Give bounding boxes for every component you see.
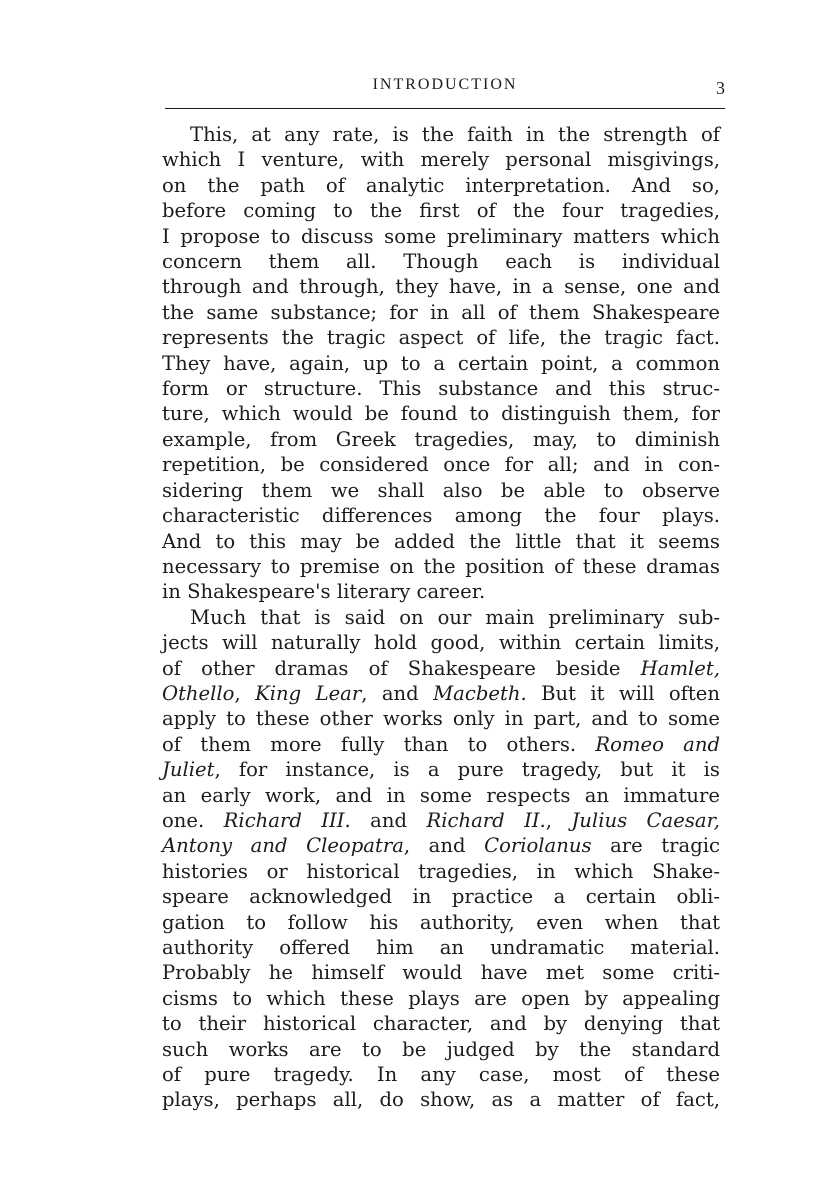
text-line: example, from Greek tragedies, may, to diminish [162,427,720,451]
text-line: histories or historical tragedies, in which Shake- [162,859,720,883]
text-line: which I venture, with merely personal misgivings, [162,148,720,172]
text-line: plays, perhaps all, do show, as a matter of fact, [162,1088,720,1112]
text-line: represents the tragic aspect of life, the tragic fact. [162,326,720,350]
text-line: They have, again, up to a certain point, a common [162,351,720,375]
text-line: an early work, and in some respects an immature [162,783,720,807]
text-line: of other dramas of Shakespeare beside Hamlet, [162,656,720,680]
text-line: one. Richard III. and Richard II., Julius Caesar, [162,808,721,832]
text-line: authority offered him an undramatic material. [162,936,720,959]
text-line: characteristic differences among the four plays. [162,504,720,528]
text-line: such works are to be judged by the standard [162,1037,720,1061]
text-line: I propose to discuss some preliminary matters which [162,224,720,248]
text-line: necessary to premise on the position of these dramas [162,554,720,578]
text-line: the same substance; for in all of them Shakespeare [162,300,720,324]
text-line: Othello, King Lear, and Macbeth. But it will often [162,681,721,705]
text-line: Probably he himself would have met some criti- [162,961,720,985]
text-line: Antony and Cleopatra, and Coriolanus are tragic [162,834,721,858]
text-line: repetition, be considered once for all; and in con- [162,453,720,477]
page-header [165,76,725,106]
header-rule [165,108,725,109]
text-line: gation to follow his authority, even when that [162,910,720,934]
text-line: in Shakespeare's literary career. [162,580,486,604]
text-line: Much that is said on our main preliminary sub- [190,605,720,629]
text-line: to their historical character, and by denying that [162,1012,720,1036]
text-line: apply to these other works only in part, and to some [162,707,720,731]
text-line: of them more fully than to others. Romeo and [162,732,720,756]
running-title: INTRODUCTION [372,76,518,93]
text-line: cisms to which these plays are open by appealing [162,986,720,1010]
text-line: on the path of analytic interpretation. And so, [162,173,720,197]
text-line: concern them all. Though each is individual [162,250,720,274]
text-line: Juliet, for instance, is a pure tragedy, but it is [162,758,720,782]
text-line: ture, which would be found to distinguish them, for [162,402,720,426]
text-line: through and through, they have, in a sense, one and [162,275,720,299]
body-text [162,122,720,1113]
text-line: of pure tragedy. In any case, most of these [162,1063,720,1087]
text-line: sidering them we shall also be able to observe [162,478,720,502]
text-line: And to this may be added the little that it seems [162,529,720,553]
text-line: form or structure. This substance and this struc- [162,377,720,401]
text-line: This, at any rate, is the faith in the strength of [190,123,720,146]
page-number: 3 [716,78,725,98]
text-line: jects will naturally hold good, within certain limits, [162,631,720,655]
text-line: speare acknowledged in practice a certain obli- [162,885,720,909]
text-line: before coming to the first of the four tragedies, [162,199,720,223]
